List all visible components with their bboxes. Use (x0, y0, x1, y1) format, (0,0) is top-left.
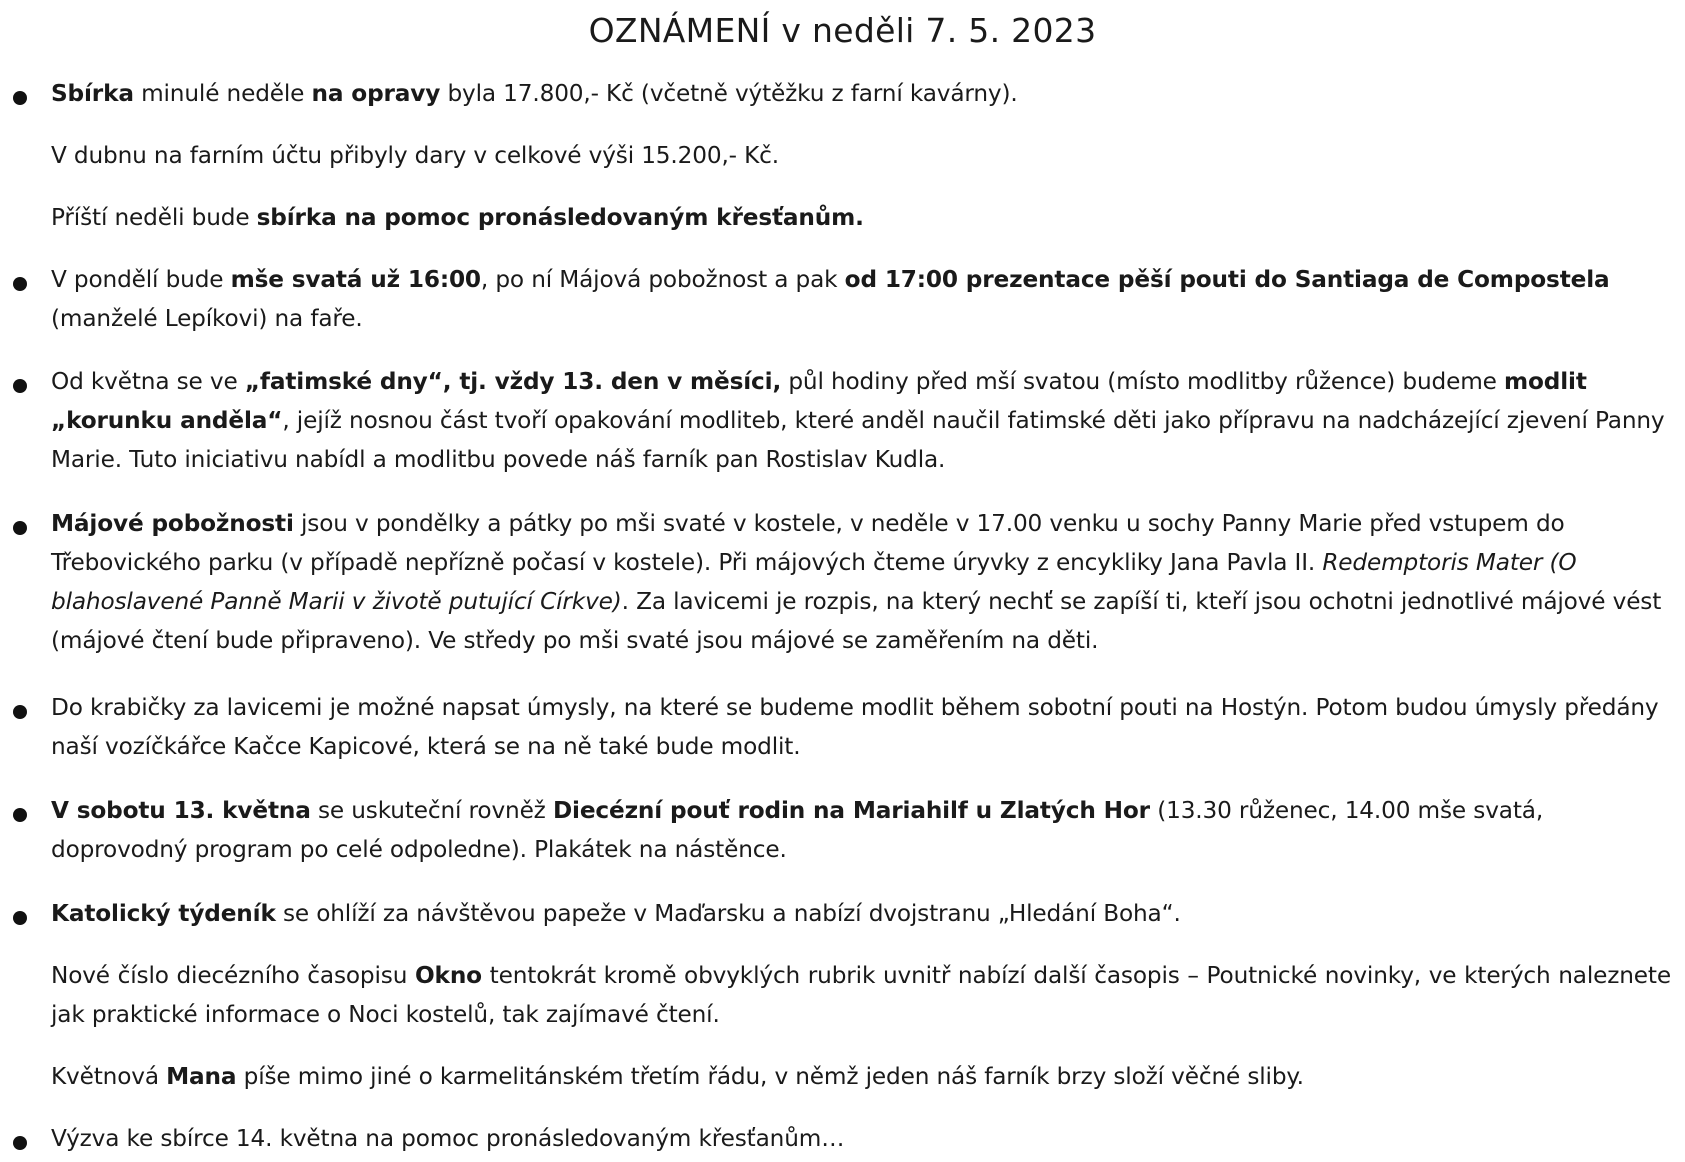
text: , jejíž nosnou část tvoří opakování modliteb, které anděl naučil fatimské děti jako přípravu na nadcházející zjevení Panny Marie. Tuto iniciativu nabídl a modlitbu povede náš farník pan Rostislav Kudla. (51, 407, 1665, 473)
text: (manželé Lepíkovi) na faře. (51, 305, 363, 332)
text-bold: Májové pobožnosti (51, 510, 294, 537)
text: píše mimo jiné o karmelitánském třetím řádu, v němž jeden náš farník brzy složí věčné sliby. (236, 1063, 1304, 1090)
text: minulé neděle (133, 80, 312, 107)
text: , po ní Májová pobožnost a pak (480, 266, 845, 293)
bullet-icon (13, 705, 27, 719)
text-bold: na opravy (311, 80, 441, 107)
text: byla 17.800,- Kč (včetně výtěžku z farní kavárny). (440, 80, 1018, 107)
text-bold: mše svatá už 16:00 (230, 266, 481, 293)
text-bold: Diecézní pouť rodin na Mariahilf u Zlatých Hor (552, 797, 1150, 824)
paragraph-fatima (51, 362, 1671, 479)
bullet-icon (13, 521, 27, 535)
text-bold: Okno (414, 962, 482, 989)
text: jsou v pondělky a pátky po mši svaté v kostele, v neděle v 17.00 venku u sochy Panny Marie před vstupem do Třebovického parku (v případě nepřízně počasí v kostele). Při májových čteme úryvky z encykliky Jana Pavla II. (51, 510, 1565, 576)
page-title: OZNÁMENÍ v neděli 7. 5. 2023 (588, 11, 1097, 50)
text-bold: Mana (166, 1063, 237, 1090)
bullet-icon (13, 808, 27, 822)
text: Od května se ve (51, 368, 245, 395)
paragraph-appeal (51, 1119, 1671, 1158)
text-bold: „fatimské dny“, tj. vždy 13. den v měsíci, (244, 368, 782, 395)
paragraph-pilgrimage (51, 791, 1671, 869)
text: V dubnu na farním účtu přibyly dary v celkové výši 15.200,- Kč. (51, 142, 779, 169)
text-bold: od 17:00 prezentace pěší pouti do Santiaga de Compostela (844, 266, 1610, 293)
text-bold: Sbírka (51, 80, 134, 107)
bullet-icon (13, 91, 27, 105)
text-bold: sbírka na pomoc pronásledovaným křesťanům. (256, 204, 864, 231)
text: tentokrát kromě obvyklých rubrik uvnitř nabízí další časopis – Poutnické novinky, ve kterých naleznete jak praktické informace o Noci kostelů, tak zajímavé čtení. (51, 962, 1671, 1028)
text: Nové číslo diecézního časopisu (51, 962, 415, 989)
paragraph-mana (51, 1057, 1671, 1096)
text: (13.30 růženec, 14.00 mše svatá, doprovodný program po celé odpoledne). Plakátek na nástěnce. (51, 797, 1544, 863)
bullet-icon (13, 277, 27, 291)
text-bold: V sobotu 13. května (51, 797, 311, 824)
text: půl hodiny před mší svatou (místo modlitby růžence) budeme (781, 368, 1504, 395)
paragraph-donations (51, 136, 1671, 175)
text-italic: Redemptoris Mater (O blahoslavené Panně Marii v životě putující Církve) (51, 549, 1577, 615)
text: . Za lavicemi je rozpis, na který nechť se zapíší ti, kteří jsou ochotni jednotlivé májové vést (májové čtení bude připraveno). Ve středy po mši svaté jsou májové se zaměřením na děti. (51, 588, 1662, 654)
paragraph-next-sunday (51, 198, 1671, 237)
bullet-icon (13, 911, 27, 925)
text-bold: Katolický týdeník (51, 900, 276, 927)
bullet-icon (13, 1136, 27, 1150)
paragraph-collection (51, 74, 1671, 113)
paragraph-monday (51, 260, 1671, 338)
paragraph-okno (51, 956, 1671, 1034)
text: Do krabičky za lavicemi je možné napsat úmysly, na které se budeme modlit během sobotní pouti na Hostýn. Potom budou úmysly předány naší vozíčkářce Kačce Kapicové, která se na ně také bude modlit. (51, 694, 1659, 760)
text: Květnová (51, 1063, 167, 1090)
paragraph-weekly (51, 894, 1671, 933)
text: se ohlíží za návštěvou papeže v Maďarsku a nabízí dvojstranu „Hledání Boha“. (275, 900, 1181, 927)
paragraph-hostyn (51, 688, 1671, 766)
text: Příští neděli bude (51, 204, 257, 231)
text-bold: modlit „korunku anděla“ (51, 368, 1587, 434)
paragraph-may-devotions (51, 504, 1671, 660)
text: Výzva ke sbírce 14. května na pomoc pronásledovaným křesťanům… (51, 1125, 845, 1152)
text: V pondělí bude (51, 266, 231, 293)
bullet-icon (13, 379, 27, 393)
text: se uskuteční rovněž (310, 797, 553, 824)
